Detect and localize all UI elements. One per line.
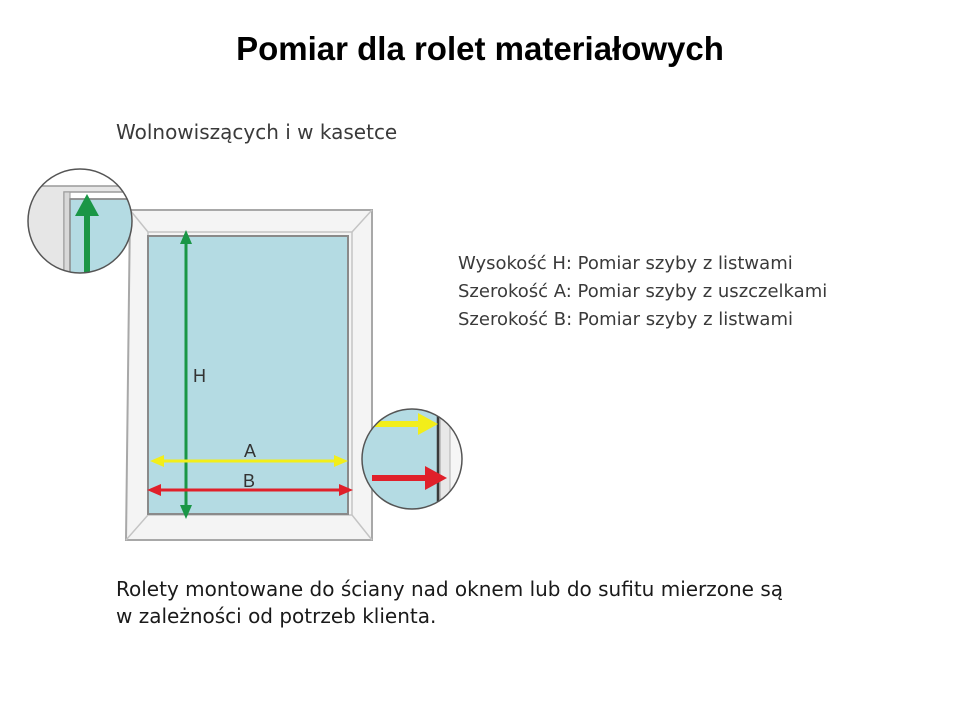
slide-title: Pomiar dla rolet materiałowych xyxy=(236,30,724,67)
legend-height: Wysokość H: Pomiar szyby z listwami xyxy=(458,253,793,274)
measurement-legend xyxy=(458,250,827,334)
legend-width-a: Szerokość A: Pomiar szyby z uszczelkami xyxy=(458,281,828,302)
slide-subtitle: Wolnowiszących i w kasetce xyxy=(116,120,398,144)
label-a: A xyxy=(244,441,257,461)
label-b: B xyxy=(243,471,256,491)
footnote-line-1: Rolety montowane do ściany nad oknem lub do sufitu mierzone są xyxy=(116,577,784,601)
legend-width-b: Szerokość B: Pomiar szyby z listwami xyxy=(458,309,793,330)
footnote-line-2: w zależności od potrzeb klienta. xyxy=(116,604,437,628)
footnote xyxy=(116,576,916,630)
label-h: H xyxy=(193,366,206,386)
